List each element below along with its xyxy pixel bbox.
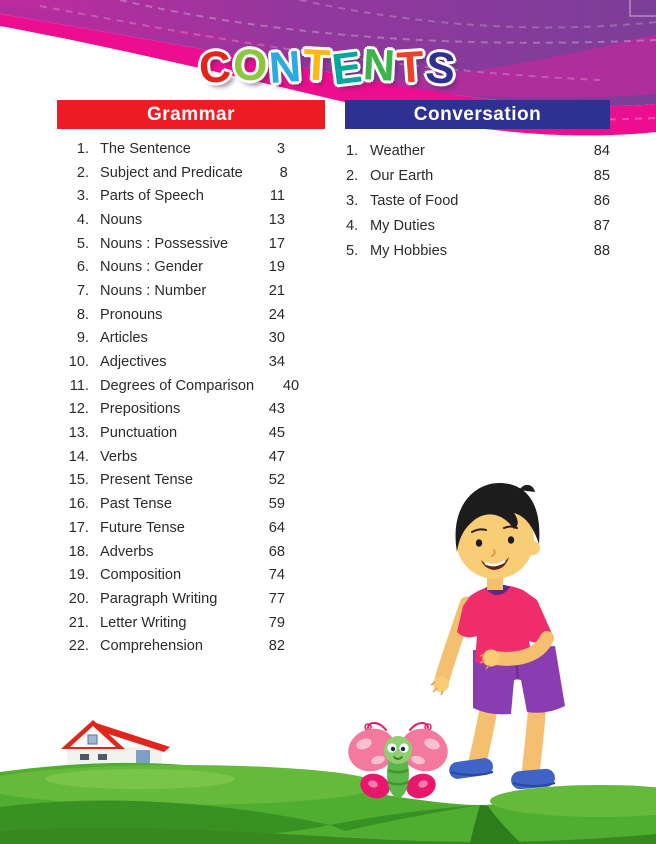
title-letter: E [328, 42, 367, 95]
toc-item-number: 17. [68, 519, 89, 536]
toc-item-page: 43 [268, 401, 285, 418]
toc-item-page: 24 [268, 306, 285, 323]
toc-item-title: Nouns : Number [100, 282, 207, 299]
toc-row [57, 421, 285, 445]
toc-item-page: 34 [268, 354, 285, 371]
title-letter: N [267, 41, 305, 94]
toc-item-page: 64 [268, 519, 285, 536]
toc-row [346, 213, 610, 238]
toc-row [57, 398, 285, 422]
toc-item-title: Adjectives [100, 354, 167, 371]
toc-row [57, 208, 285, 232]
toc-item-page: 77 [268, 590, 285, 607]
toc-item-number: 12. [68, 401, 89, 418]
toc-item-title: Prepositions [100, 401, 181, 418]
toc-item-number: 19. [68, 567, 89, 584]
toc-item-number: 2. [76, 164, 89, 181]
toc-row [57, 255, 285, 279]
toc-item-number: 1. [346, 143, 359, 160]
toc-item-title: Paragraph Writing [100, 590, 218, 607]
toc-item-title: Pronouns [100, 306, 163, 323]
toc-row [57, 563, 285, 587]
toc-item-title: Verbs [100, 448, 138, 465]
toc-item-number: 8. [76, 306, 89, 323]
toc-row [57, 137, 285, 161]
toc-item-title: Nouns : Possessive [100, 235, 229, 252]
toc-item-title: Nouns [100, 211, 143, 228]
toc-row [57, 469, 285, 493]
toc-item-title: Parts of Speech [100, 188, 204, 205]
toc-item-number: 6. [76, 259, 89, 276]
toc-item-number: 20. [68, 590, 89, 607]
toc-item-number: 4. [346, 217, 359, 234]
conversation-section-header [345, 100, 610, 129]
title-letter: T [301, 40, 333, 91]
toc-item-title: Degrees of Comparison [100, 377, 255, 394]
toc-row [57, 445, 285, 469]
toc-item-title: Punctuation [100, 425, 178, 442]
boy-illustration [415, 468, 585, 798]
toc-item-number: 9. [76, 330, 89, 347]
toc-item-title: Weather [370, 143, 425, 160]
toc-item-page: 19 [268, 259, 285, 276]
toc-item-title: Articles [100, 330, 148, 347]
toc-item-number: 13. [68, 425, 89, 442]
toc-row [346, 164, 610, 189]
toc-item-title: Future Tense [100, 519, 185, 536]
toc-row [57, 516, 285, 540]
toc-row [57, 350, 285, 374]
toc-item-page: 88 [593, 242, 610, 259]
toc-item-page: 11 [269, 188, 285, 205]
toc-item-title: Composition [100, 567, 182, 584]
toc-item-page: 85 [593, 168, 610, 185]
toc-item-title: The Sentence [100, 140, 191, 157]
toc-item-title: Subject and Predicate [100, 164, 243, 181]
toc-item-title: Our Earth [370, 168, 434, 185]
toc-item-page: 52 [268, 472, 285, 489]
toc-item-page: 84 [593, 143, 610, 160]
title-letter: C [197, 41, 235, 94]
toc-item-page: 47 [268, 448, 285, 465]
grammar-section-label: Grammar [147, 103, 235, 125]
toc-item-page: 21 [268, 282, 285, 299]
toc-item-number: 3. [346, 192, 359, 209]
grammar-toc-list [57, 137, 300, 658]
toc-item-number: 7. [76, 282, 89, 299]
grammar-section-header [57, 100, 325, 129]
toc-item-number: 2. [346, 168, 359, 185]
toc-item-title: My Duties [370, 217, 435, 234]
toc-item-title: Adverbs [100, 543, 154, 560]
title-letter: S [423, 42, 460, 95]
conversation-section-label: Conversation [413, 103, 542, 125]
toc-item-page: 3 [276, 140, 285, 157]
toc-item-title: Nouns : Gender [100, 259, 204, 276]
toc-item-title: Comprehension [100, 638, 204, 655]
toc-row [346, 139, 610, 164]
toc-row [57, 587, 285, 611]
toc-item-page: 59 [268, 496, 285, 513]
toc-item-number: 5. [346, 242, 359, 259]
toc-item-number: 10. [68, 354, 89, 371]
toc-item-title: Taste of Food [370, 192, 459, 209]
toc-item-number: 15. [68, 472, 89, 489]
toc-row [57, 161, 288, 185]
toc-row [57, 327, 285, 351]
toc-row [57, 611, 285, 635]
toc-row [57, 184, 285, 208]
toc-row [57, 279, 285, 303]
toc-item-number: 11. [69, 377, 89, 394]
toc-item-page: 45 [268, 425, 285, 442]
toc-item-number: 22. [68, 638, 89, 655]
toc-item-page: 87 [593, 217, 610, 234]
toc-item-page: 74 [268, 567, 285, 584]
toc-row [57, 232, 285, 256]
toc-item-page: 82 [268, 638, 285, 655]
toc-item-page: 17 [268, 235, 285, 252]
conversation-toc-list [346, 139, 610, 263]
toc-item-number: 14. [68, 448, 89, 465]
toc-row [57, 374, 300, 398]
toc-item-number: 4. [76, 211, 89, 228]
toc-item-title: Present Tense [100, 472, 194, 489]
toc-row [57, 634, 285, 658]
title-letter: T [395, 42, 428, 93]
toc-item-page: 30 [268, 330, 285, 347]
toc-item-page: 13 [268, 211, 285, 228]
toc-item-number: 21. [68, 614, 89, 631]
toc-item-title: My Hobbies [370, 242, 448, 259]
toc-item-number: 16. [68, 496, 89, 513]
toc-item-title: Past Tense [100, 496, 172, 513]
toc-row [57, 540, 285, 564]
toc-item-number: 3. [76, 188, 89, 205]
toc-item-page: 86 [593, 192, 610, 209]
toc-item-number: 1. [76, 140, 89, 157]
toc-item-page: 79 [268, 614, 285, 631]
toc-item-title: Letter Writing [100, 614, 187, 631]
toc-row [57, 492, 285, 516]
toc-item-number: 18. [68, 543, 89, 560]
toc-item-page: 8 [279, 164, 288, 181]
toc-item-number: 5. [76, 235, 89, 252]
toc-row [346, 189, 610, 214]
title-letter: O [231, 40, 271, 91]
toc-item-page: 68 [268, 543, 285, 560]
title-letter: N [361, 40, 399, 91]
toc-row [57, 303, 285, 327]
page-title [0, 40, 656, 95]
toc-item-page: 40 [282, 377, 300, 394]
toc-row [346, 238, 610, 263]
